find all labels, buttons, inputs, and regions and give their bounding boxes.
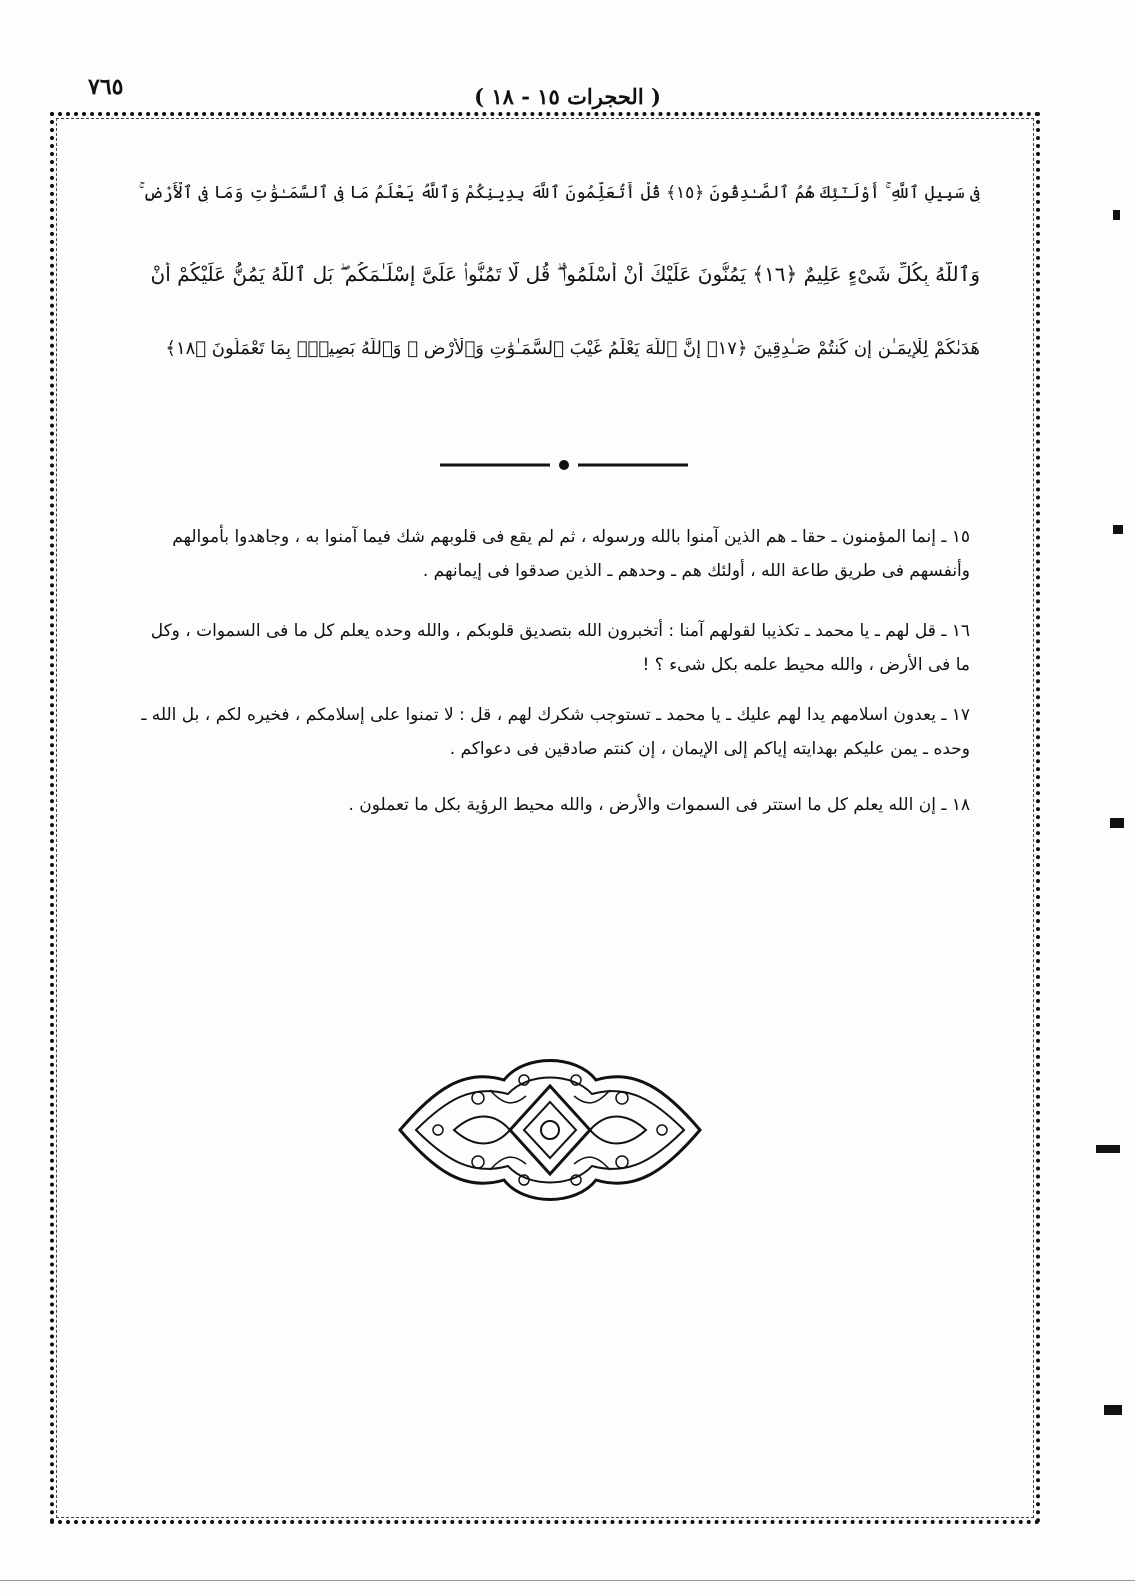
commentary-paragraph: ١٥ ـ إنما المؤمنون ـ حقا ـ هم الذين آمنوا بالله ورسوله ، ثم لم يقع فى قلوبهم شك فيما آمنوا به ، وجاهدوا بأموالهم وأنفسهم فى طريق طاعة الله ، أولئك هم ـ وحدهم ـ الذين صدقوا فى إيمانهم . (172, 527, 970, 581)
section-divider (440, 455, 688, 475)
scan-edge-mark (1096, 1145, 1120, 1153)
commentary-paragraph: ١٧ ـ يعدون اسلامهم يدا لهم عليك ـ يا محمد ـ تستوجب شكرك لهم ، قل : لا تمنوا على إسلامكم ، فخيره لكم ، بل الله ـ وحده ـ يمن عليكم بهدايته إياكم إلى الإيمان ، إن كنتم صادقين فى دعواكم . (141, 705, 970, 759)
scan-edge-mark (1110, 818, 1124, 828)
floral-ornament-icon (394, 1050, 706, 1210)
verse-line: فِى سَبِيلِ ٱللَّهِ ۚ أُوْلَـٰٓئِكَ هُمُ ٱلصَّـٰدِقُونَ ﴿١٥﴾ قُلْ أَتُعَلِّمُونَ ٱللَّهَ بِدِينِكُمْ وَٱللَّهُ يَعْلَمُ مَا فِى ٱلسَّمَـٰوَٰتِ وَمَا فِى ٱلْأَرْضِ ۚ (138, 183, 980, 203)
scan-bottom-edge (0, 1580, 1135, 1581)
scan-edge-mark (1104, 1405, 1122, 1415)
scan-edge-mark (1113, 210, 1120, 220)
verse-line: هَدَىٰكُمْ لِلْإِيمَـٰنِ إِن كُنتُمْ صَـٰدِقِينَ ﴿١٧﴾ إِنَّ ٱللَّهَ يَعْلَمُ غَيْبَ ٱلسَّمَـٰوَٰتِ وَٱلْأَرْضِ ۚ وَٱللَّهُ بَصِيرٌۢ بِمَا تَعْمَلُونَ ﴿١٨﴾ (165, 338, 980, 359)
page-number: ٧٦٥ (88, 74, 124, 100)
commentary-paragraph: ١٦ ـ قل لهم ـ يا محمد ـ تكذيبا لقولهم آمنا : أتخبرون الله بتصديق قلوبكم ، والله وحده يعلم كل ما فى السموات ، وكل ما فى الأرض ، والله محيط علمه بكل شىء ؟ ! (150, 621, 970, 675)
scan-edge-mark (1113, 525, 1123, 534)
verse-line: وَٱللَّهُ بِكُلِّ شَىْءٍ عَلِيمٌ ﴿١٦﴾ يَمُنُّونَ عَلَيْكَ أَنْ أَسْلَمُوا۟ ۖ قُل لَّا تَمُنُّوا۟ عَلَىَّ إِسْلَـٰمَكُم ۖ بَلِ ٱللَّهُ يَمُنُّ عَلَيْكُمْ أَنْ (150, 262, 980, 286)
commentary-paragraph: ١٨ ـ إن الله يعلم كل ما استتر فى السموات والأرض ، والله محيط الرؤية بكل ما تعملون . (348, 795, 970, 815)
running-head: ( الحجرات ١٥ - ١٨ ) (474, 84, 661, 109)
